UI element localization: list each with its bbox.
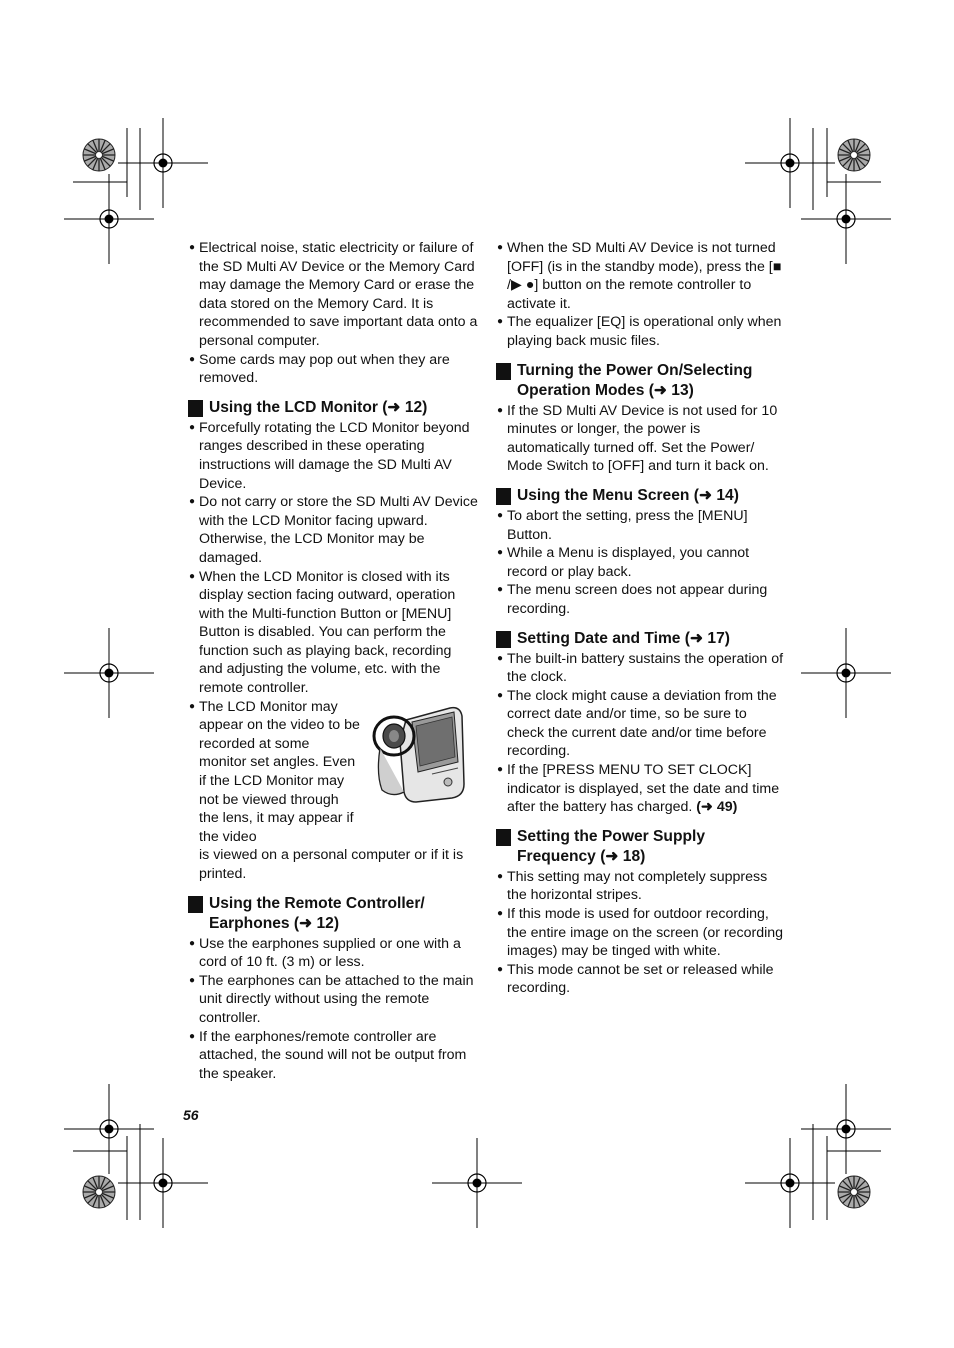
section-marker-icon: [496, 631, 511, 648]
list-item: ● The clock might cause a deviation from the correct date and/or time, so be sure to check the current date and/or time before recording.: [497, 687, 777, 760]
page-reference: (➜ 49): [696, 799, 738, 816]
section-marker-icon: [496, 363, 511, 380]
section-marker-icon: [188, 400, 203, 417]
section-marker-icon: [188, 896, 203, 913]
list-item: ● The built-in battery sustains the operation of the clock.: [497, 650, 784, 686]
right-column: [496, 239, 786, 998]
list-item: ● If the [PRESS MENU TO SET CLOCK] indicator is displayed, set the date and time after the battery has charged. (➜ 49): [497, 762, 780, 816]
list-item: ● Use the earphones supplied or one with a cord of 10 ft. (3 m) or less.: [189, 935, 461, 971]
section-heading-power-frequency: Setting the Power Supply Frequency (➜ 18): [496, 827, 786, 867]
list-item: ● Forcefully rotating the LCD Monitor beyond ranges described in these operating instructions will damage the SD Multi AV Device.: [189, 419, 470, 492]
list-item: ● When the SD Multi AV Device is not turned [OFF] (is in the standby mode), press the [■ /▶ ●] button on the remote controller to activate it.: [497, 240, 782, 312]
list-item: ● This mode cannot be set or released while recording.: [497, 961, 774, 997]
list-item: ● If this mode is used for outdoor recording, the entire image on the screen (or recording images) may be tinged with white.: [497, 906, 784, 960]
stop-play-record-symbol: ■ /▶ ●: [507, 258, 782, 294]
section-marker-icon: [496, 488, 511, 505]
section-heading-date-time: Setting Date and Time (➜ 17): [496, 629, 786, 649]
section-heading-remote-controller: Using the Remote Controller/ Earphones (➜ 12): [188, 894, 478, 934]
list-item: ● This setting may not completely suppress the horizontal stripes.: [497, 868, 768, 904]
list-item: ● To abort the setting, press the [MENU] Button.: [497, 507, 748, 543]
camcorder-illustration-icon: [372, 702, 478, 806]
list-item: ● When the LCD Monitor is closed with its display section facing outward, operation with the Multi-function Button or [MENU] Button is disabled. You can perform the function such as playing back, recording and adjusting the volume, etc. with the remote controller.: [189, 568, 456, 697]
section-heading-menu-screen: Using the Menu Screen (➜ 14): [496, 486, 786, 506]
list-item: ● Electrical noise, static electricity or failure of the SD Multi AV Device or the Memory Card may damage the Memory Card or erase the data stored on the Memory Card. It is recommended to save important data onto a personal computer.: [189, 240, 478, 349]
section-heading-lcd-monitor: Using the LCD Monitor (➜ 12): [188, 398, 478, 418]
list-item: ● Do not carry or store the SD Multi AV Device with the LCD Monitor facing upward. Otherwise, the LCD Monitor may be damaged.: [189, 494, 478, 566]
list-item: ● If the earphones/remote controller are attached, the sound will not be output from the speaker.: [189, 1028, 467, 1082]
section-heading-power-on: Turning the Power On/Selecting Operation Modes (➜ 13): [496, 361, 786, 401]
list-item: ● The earphones can be attached to the main unit directly without using the remote controller.: [189, 972, 474, 1026]
page-number: 56: [183, 1107, 199, 1123]
list-item-with-image: ● The LCD Monitor may appear on the video to be recorded at some monitor set angles. Even if the LCD Monitor may not be viewed through the lens, it may appear if the video: [188, 698, 478, 847]
list-item: ● Some cards may pop out when they are removed.: [189, 351, 450, 387]
list-item: ● The menu screen does not appear during recording.: [497, 582, 768, 617]
list-item: ● While a Menu is displayed, you cannot record or play back.: [497, 545, 750, 580]
list-item: ● The equalizer [EQ] is operational only when playing back music files.: [497, 314, 782, 349]
list-item: ● If the SD Multi AV Device is not used for 10 minutes or longer, the power is automatically turned off. Set the Power/ Mode Switch to [OFF] and turn it back on.: [497, 402, 778, 475]
list-item-continuation: is viewed on a personal computer or if it is printed.: [199, 847, 464, 882]
left-column: [188, 239, 478, 1083]
section-marker-icon: [496, 829, 511, 846]
